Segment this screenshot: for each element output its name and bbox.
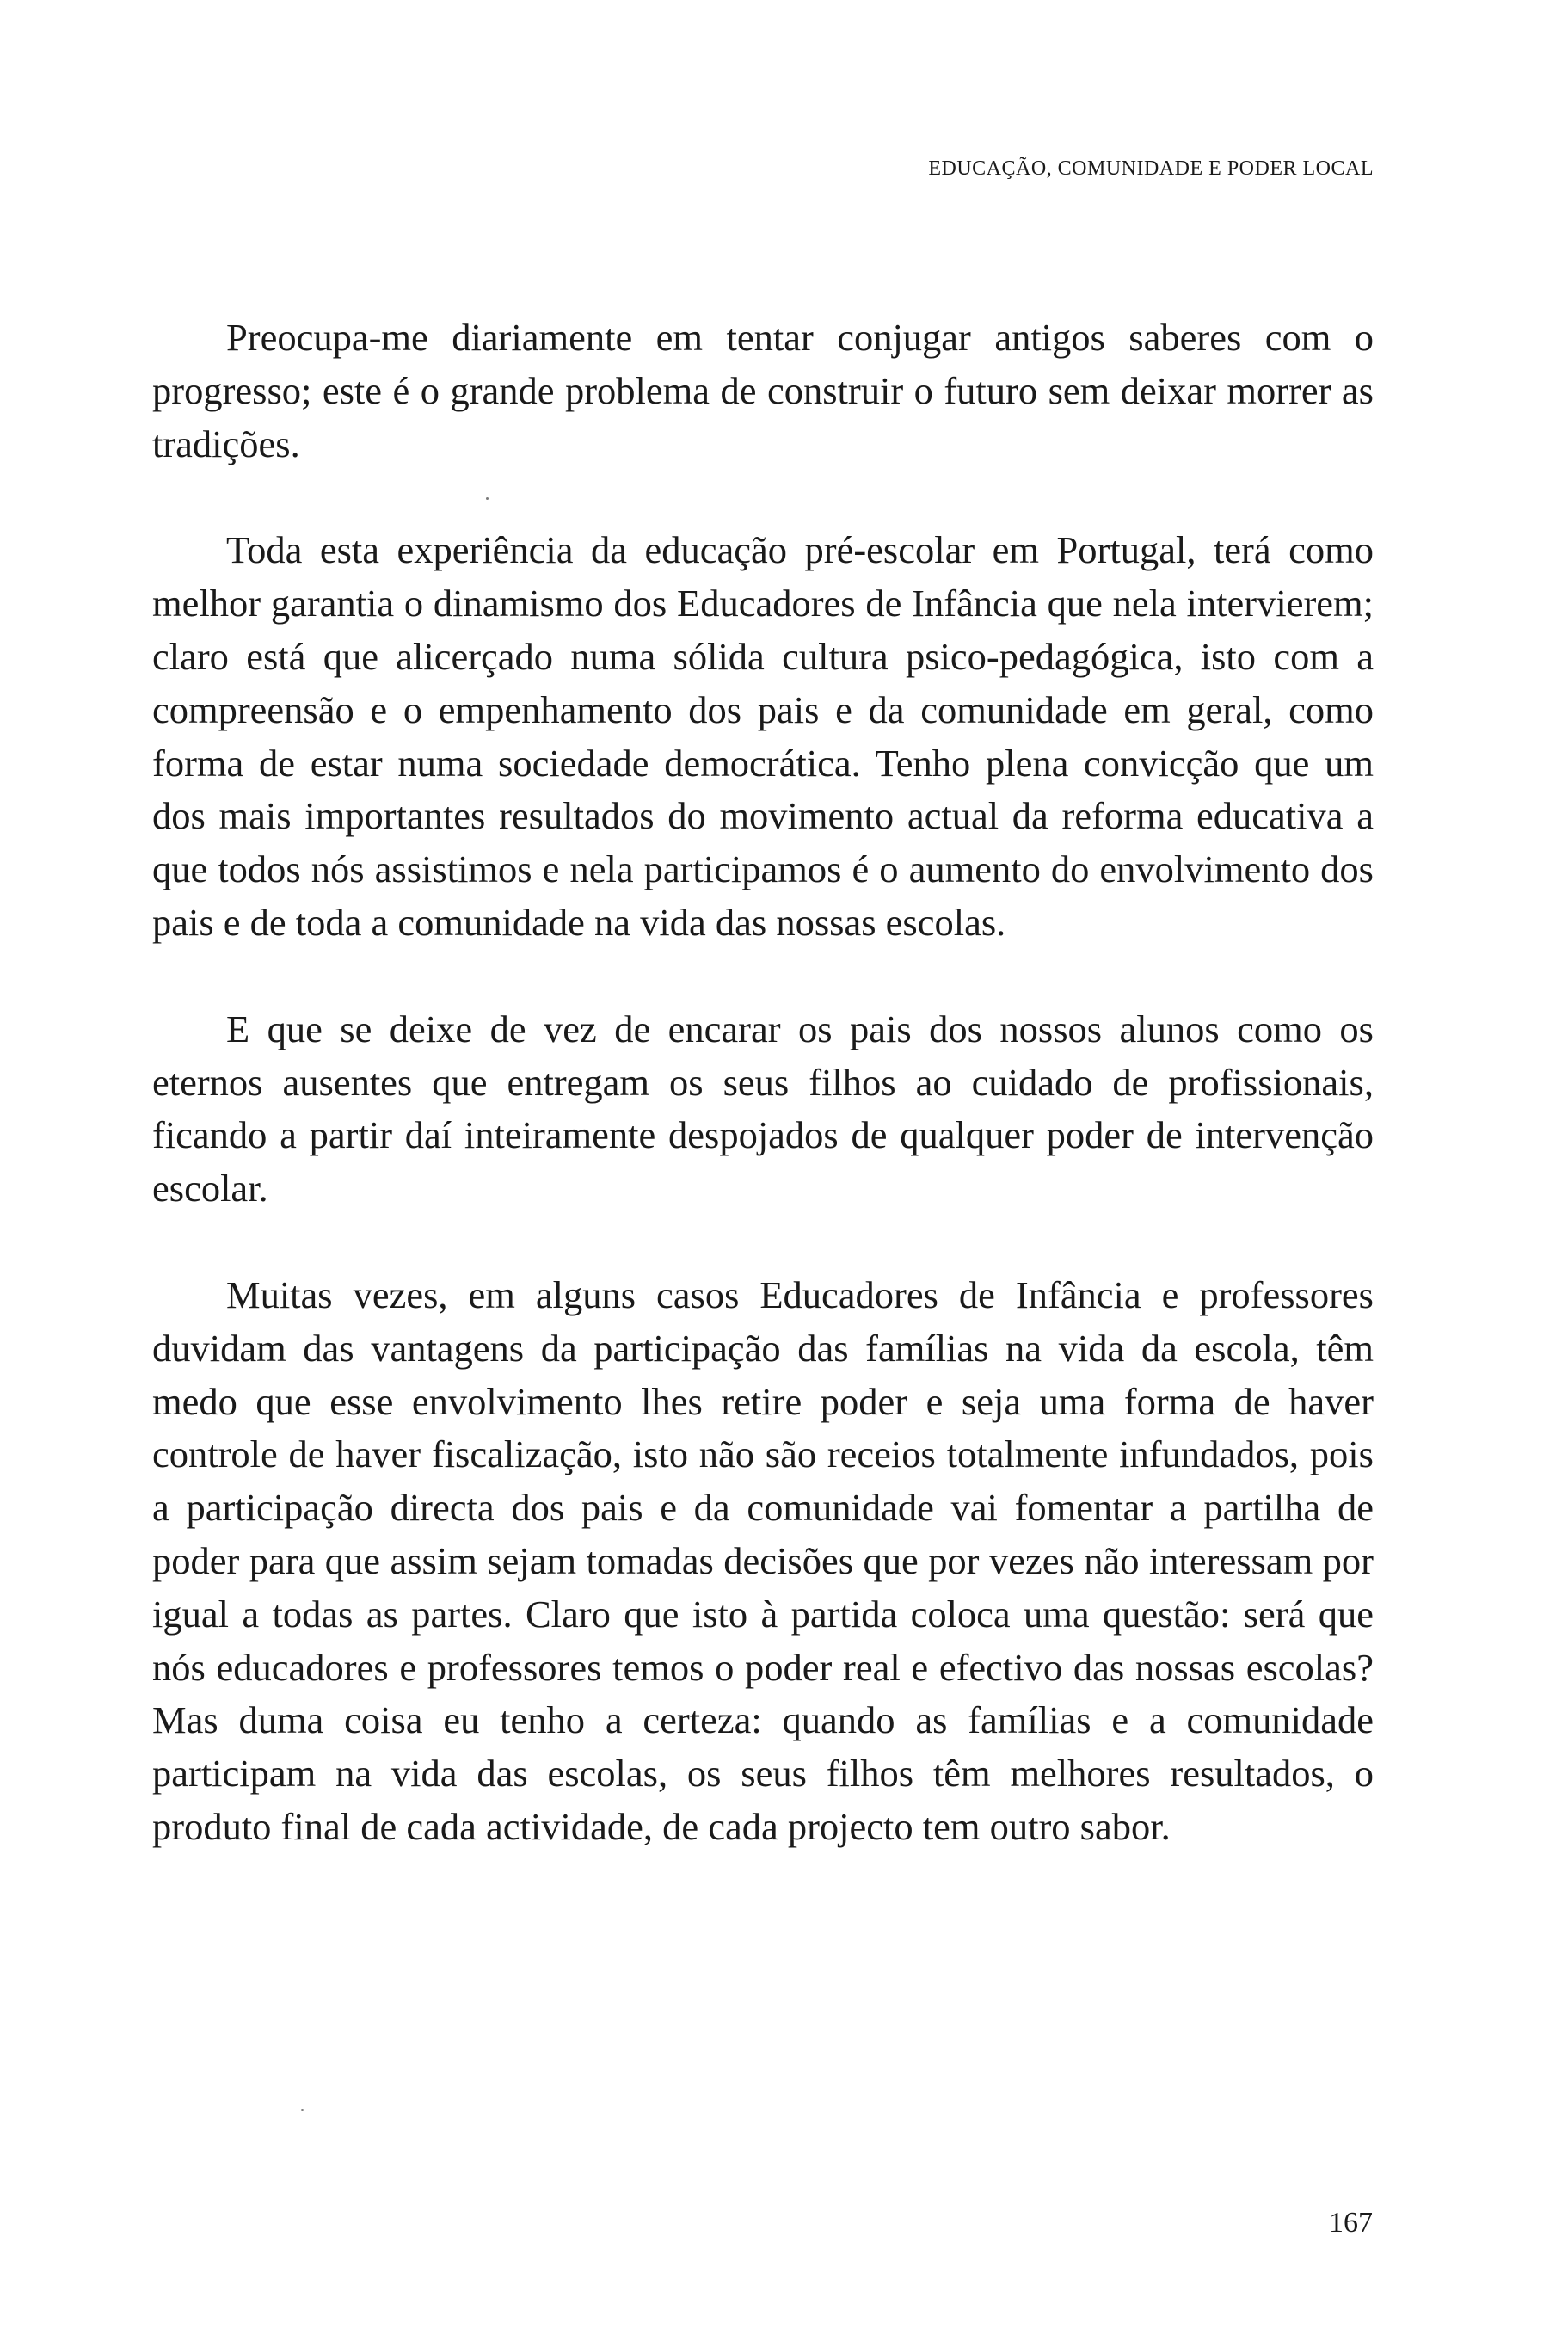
paragraph: Toda esta experiência da educação pré-escolar em Portugal, terá como melhor garantia o dinamismo dos Educadores de Infância que nela intervierem; claro está que alicerçado numa sólida cultura psico-pedagógica, isto com a compreensão e o empenhamento dos pais e da comunidade em geral, como forma de estar numa sociedade democrática. Tenho plena convicção que um dos mais importantes resultados do movimento actual da reforma educativa a que todos nós assistimos e nela participamos é o aumento do envolvimento dos pais e de toda a comunidade na vida das nossas escolas. [152, 528, 1374, 944]
page-number: 167 [1329, 2207, 1373, 2239]
scan-speck [301, 2109, 304, 2111]
paragraph: Preocupa-me diariamente em tentar conjugar antigos saberes com o progresso; este é o grande problema de construir o futuro sem deixar morrer as tradições. [152, 316, 1374, 465]
scan-speck [486, 497, 489, 500]
body-text [152, 311, 1374, 1854]
paragraph: Muitas vezes, em alguns casos Educadores de Infância e professores duvidam das vantagens da participação das famílias na vida da escola, têm medo que esse envolvimento lhes retire poder e seja uma forma de haver controle de haver fiscalização, isto não são receios totalmente infundados, pois a participação directa dos pais e da comunidade vai fomentar a partilha de poder para que assim sejam tomadas decisões que por vezes não interessam por igual a todas as partes. Claro que isto à partida coloca uma questão: será que nós educadores e professores temos o poder real e efectivo das nossas escolas? Mas duma coisa eu tenho a certeza: quando as famílias e a comunidade participam na vida das escolas, os seus filhos têm melhores resultados, o produto final de cada actividade, de cada projecto tem outro sabor. [152, 1272, 1374, 1848]
running-head: EDUCAÇÃO, COMUNIDADE E PODER LOCAL [928, 157, 1374, 180]
paragraph: E que se deixe de vez de encarar os pais dos nossos alunos como os eternos ausentes que entregam os seus filhos ao cuidado de profissionais, ficando a partir daí inteiramente despojados de qualquer poder de intervenção escolar. [152, 1007, 1374, 1211]
